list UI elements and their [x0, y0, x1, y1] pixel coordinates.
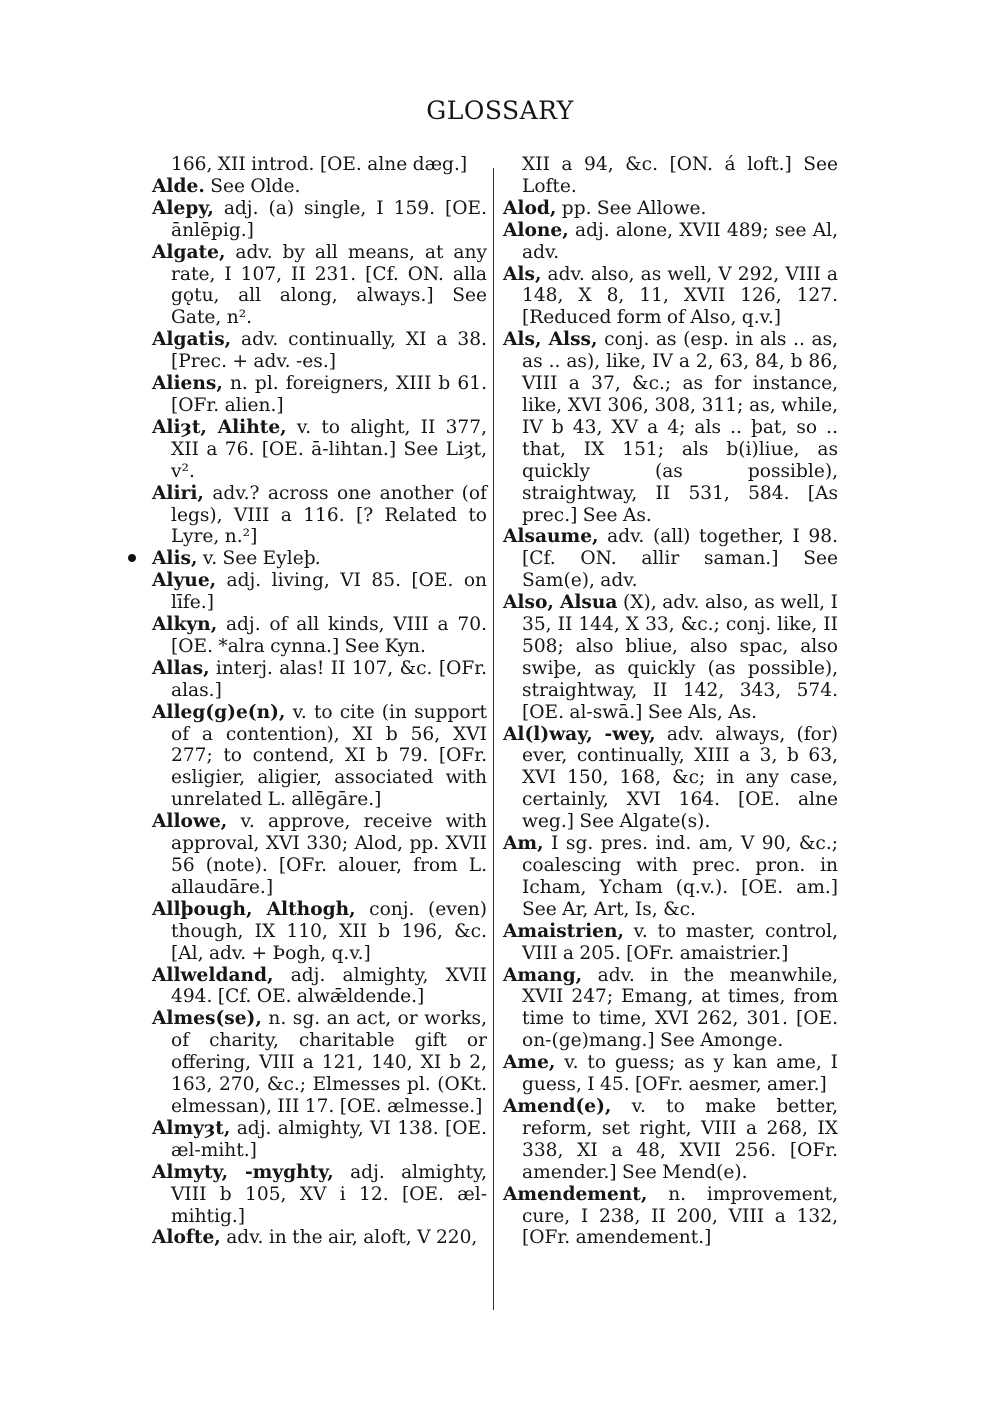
- entry-definition: adv. by all means, at any rate, I 107, II 231. [Cf. ON. alla gǫtu, all along, always.] See Gate, n².: [171, 241, 487, 329]
- page-title: GLOSSARY: [426, 96, 574, 125]
- entry-definition: pp. See Allowe.: [556, 197, 707, 219]
- column-divider: [493, 168, 494, 1310]
- glossary-entry: [503, 1096, 838, 1184]
- entry-headword: Alone,: [503, 219, 569, 241]
- entry-definition: v. to master, control, VIII a 205. [OFr. amaistrier.]: [522, 920, 838, 964]
- glossary-entry: [152, 702, 487, 812]
- entry-definition: I sg. pres. ind. am, V 90, &c.; coalescing with prec. pron. in Icham, Ycham (q.v.). [OE. am.] See Ar, Art, Is, &c.: [522, 833, 838, 920]
- glossary-entry: [152, 1162, 487, 1228]
- entry-headword: Allþough, Althogh,: [152, 898, 356, 920]
- entry-headword: Alofte,: [152, 1227, 221, 1249]
- entry-headword: Alleg(g)e(n),: [152, 701, 286, 723]
- glossary-entry: [152, 570, 487, 614]
- entry-definition: adv. (all) together, I 98. [Cf. ON. allir saman.] See Sam(e), adv.: [522, 526, 838, 592]
- entry-headword: Al(l)way, -wey,: [503, 723, 656, 745]
- entry-definition: adv. always, (for) ever, continually, XIII a 3, b 63, XVI 150, 168, &c; in any case, certainly, XVI 164. [OE. alne weg.] See Algate(s).: [522, 723, 838, 833]
- glossary-entry: [152, 242, 487, 330]
- glossary-entry: [503, 220, 838, 264]
- entry-definition: v. to alight, II 377, XII a 76. [OE. ā-lihtan.] See Liȝt, v².: [171, 416, 487, 482]
- glossary-entry: [503, 965, 838, 1053]
- entry-definition: n. pl. foreigners, XIII b 61. [OFr. alien.]: [171, 373, 487, 416]
- glossary-entry: [503, 198, 838, 220]
- entry-definition: See Olde.: [204, 175, 301, 197]
- entry-definition: adj. almighty, XVII 494. [Cf. OE. alwǣldende.]: [171, 964, 487, 1008]
- entry-headword: Aliȝt, Alihte,: [152, 416, 287, 438]
- entry-definition: adv. also, as well, V 292, VIII a 148, X 8, 11, XVII 126, 127. [Reduced form of Also, q.v.]: [522, 263, 838, 329]
- entry-headword: Alyue,: [152, 570, 217, 592]
- entry-headword: Allweldand,: [152, 964, 274, 986]
- entry-definition: adv. in the meanwhile, XVII 247; Emang, at times, from time to time, XVI 262, 301. [OE. on-(ge)mang.] See Amonge.: [522, 964, 838, 1052]
- entry-headword: Aliens,: [152, 373, 223, 395]
- entry-headword: Aliri,: [152, 482, 204, 504]
- entry-headword: Amend(e),: [503, 1095, 612, 1117]
- entry-definition: adv.? across one another (of legs), VIII a 116. [? Related to Lyre, n.²]: [171, 482, 487, 548]
- entry-definition: interj. alas! II 107, &c. [OFr. alas.]: [171, 657, 487, 701]
- entry-headword: Alod,: [503, 197, 557, 219]
- glossary-entry: [152, 176, 487, 198]
- entry-headword: Alkyn,: [152, 614, 218, 636]
- entry-headword: Algate,: [152, 241, 226, 263]
- entry-definition: (X), adv. also, as well, I 35, II 144, X 33, &c.; conj. like, II 508; also bliue, also spac, also swiþe, as quickly (as possible), straightway, II 142, 343, 574. [OE. al-swā.] See Als, As.: [522, 592, 838, 723]
- glossary-entry: [503, 526, 838, 592]
- entry-definition: v. See Eyleþ.: [197, 548, 321, 570]
- entry-headword: Also, Alsua: [503, 592, 618, 614]
- glossary-entry: [503, 264, 838, 330]
- glossary-entry: [503, 833, 838, 921]
- glossary-entry: [152, 899, 487, 965]
- glossary-entry: [152, 373, 487, 417]
- entry-definition: adj. of all kinds, VIII a 70. [OE. *alra cynna.] See Kyn.: [171, 614, 487, 657]
- entry-headword: Alis,: [152, 548, 198, 570]
- entry-headword: Almyty, -myghty,: [152, 1161, 334, 1183]
- entry-headword: Amendement,: [503, 1183, 648, 1205]
- glossary-entry: [152, 811, 487, 899]
- entry-definition: adv. continually, XI a 38. [Prec. + adv. -es.]: [171, 329, 487, 373]
- glossary-entry: [152, 614, 487, 658]
- entry-headword: Alsaume,: [503, 526, 599, 548]
- glossary-entry: [503, 921, 838, 965]
- entry-headword: Amang,: [503, 964, 583, 986]
- entry-definition: adj. almighty, VI 138. [OE. æl-miht.]: [171, 1117, 487, 1161]
- glossary-entry: [152, 329, 487, 373]
- glossary-entry: [503, 1184, 838, 1250]
- glossary-entry: [503, 154, 838, 198]
- entry-headword: Alepy,: [152, 197, 214, 219]
- glossary-entry: [152, 1008, 487, 1118]
- glossary-entry: [152, 483, 487, 549]
- margin-mark: [128, 554, 136, 562]
- entry-definition: 166, XII introd. [OE. alne dæg.]: [171, 154, 468, 175]
- glossary-entry: [503, 724, 838, 834]
- entry-headword: Allowe,: [152, 811, 228, 833]
- entry-headword: Ame,: [503, 1052, 556, 1074]
- entry-headword: Als, Alss,: [503, 329, 598, 351]
- entry-definition: n. sg. an act, or works, of charity, charitable gift or offering, VIII a 121, 140, XI b 2, 163, 270, &c.; Elmesses pl. (OKt. elmessan), III 17. [OE. ælmesse.]: [171, 1008, 487, 1117]
- entry-definition: XII a 94, &c. [ON. á loft.] See Lofte.: [522, 154, 838, 197]
- left-column: [152, 154, 487, 1249]
- entry-definition: conj. as (esp. in als .. as, as .. as), like, IV a 2, 63, 84, b 86, VIII a 37, &c.; as for instance, like, XVI 306, 308, 311; as, while, IV b 43, XV a 4; als .. þat, so .. that, IX 151; als b(i)liue, as quickly (as possible), straightway, II 531, 584. [As prec.] See As.: [522, 329, 838, 526]
- glossary-entry: [503, 1052, 838, 1096]
- glossary-entry: [152, 658, 487, 702]
- glossary-entry: [152, 965, 487, 1009]
- right-column: [503, 154, 838, 1249]
- entry-definition: v. approve, receive with approval, XVI 330; Alod, pp. XVII 56 (note). [OFr. alouer, from L. allaudāre.]: [171, 811, 487, 898]
- glossary-entry: [152, 154, 487, 176]
- entry-definition: v. to cite (in support of a contention), XI b 56, XVI 277; to contend, XI b 79. [OFr. esligier, aligier, associated with unrelated L. allēgāre.]: [171, 701, 487, 811]
- entry-definition: conj. (even) though, IX 110, XII b 196, &c. [Al, adv. + Þogh, q.v.]: [171, 898, 488, 964]
- entry-definition: v. to guess; as y kan ame, I guess, I 45. [OFr. aesmer, amer.]: [522, 1052, 838, 1096]
- entry-definition: adj. almighty, VIII b 105, XV i 12. [OE. æl-mihtig.]: [171, 1161, 487, 1227]
- entry-headword: Als,: [503, 263, 542, 285]
- entry-definition: adj. alone, XVII 489; see Al, adv.: [522, 219, 838, 263]
- entry-headword: Algatis,: [152, 329, 232, 351]
- entry-headword: Almes(se),: [152, 1008, 262, 1030]
- glossary-entry: [152, 1118, 487, 1162]
- glossary-entry: [152, 1227, 487, 1249]
- entry-headword: Almyȝt,: [152, 1117, 231, 1139]
- glossary-entry: [152, 548, 487, 570]
- glossary-entry: [503, 329, 838, 526]
- entry-definition: n. improvement, cure, I 238, II 200, VIII a 132, [OFr. amendement.]: [522, 1183, 838, 1249]
- glossary-entry: [152, 198, 487, 242]
- glossary-entry: [152, 417, 487, 483]
- entry-headword: Am,: [503, 833, 544, 855]
- entry-definition: adj. living, VI 85. [OE. on līfe.]: [171, 570, 487, 614]
- entry-headword: Amaistrien,: [503, 920, 624, 942]
- entry-definition: adj. (a) single, I 159. [OE. ānlēpig.]: [171, 197, 487, 241]
- entry-headword: Alde.: [152, 175, 205, 197]
- entry-definition: adv. in the air, aloft, V 220,: [220, 1227, 478, 1249]
- entry-definition: v. to make better, reform, set right, VIII a 268, IX 338, XI a 48, XVII 256. [OFr. amender.] See Mend(e).: [522, 1095, 838, 1183]
- entry-headword: Allas,: [152, 657, 210, 679]
- glossary-entry: [503, 592, 838, 723]
